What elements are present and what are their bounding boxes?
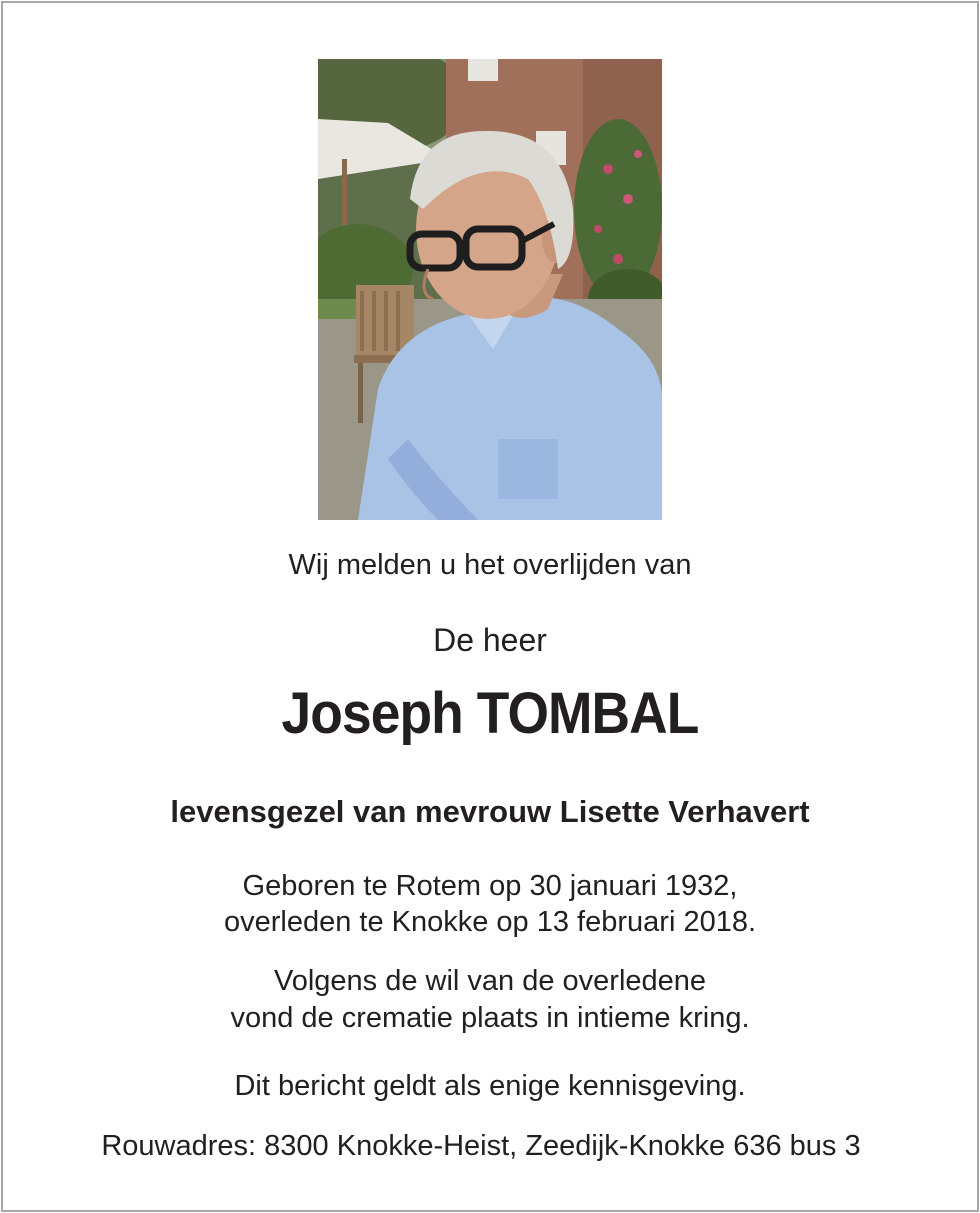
deceased-name: Joseph TOMBAL [281, 681, 699, 746]
honorific-title: De heer [433, 622, 547, 658]
partner-line: levensgezel van mevrouw Lisette Verhavert [170, 794, 810, 829]
death-line: overleden te Knokke op 13 februari 2018. [223, 906, 757, 938]
intro-text: Wij melden u het overlijden van [288, 549, 692, 581]
notice-line: Dit bericht geldt als enige kennisgeving. [234, 1070, 746, 1102]
birth-line: Geboren te Rotem op 30 januari 1932, [242, 870, 738, 902]
portrait-photo [318, 59, 662, 520]
cremation-line-2: vond de crematie plaats in intieme kring. [230, 1002, 750, 1034]
cremation-line-1: Volgens de wil van de overledene [273, 965, 707, 997]
mourning-address: Rouwadres: 8300 Knokke-Heist, Zeedijk-Knokke 636 bus 3 [101, 1130, 861, 1162]
